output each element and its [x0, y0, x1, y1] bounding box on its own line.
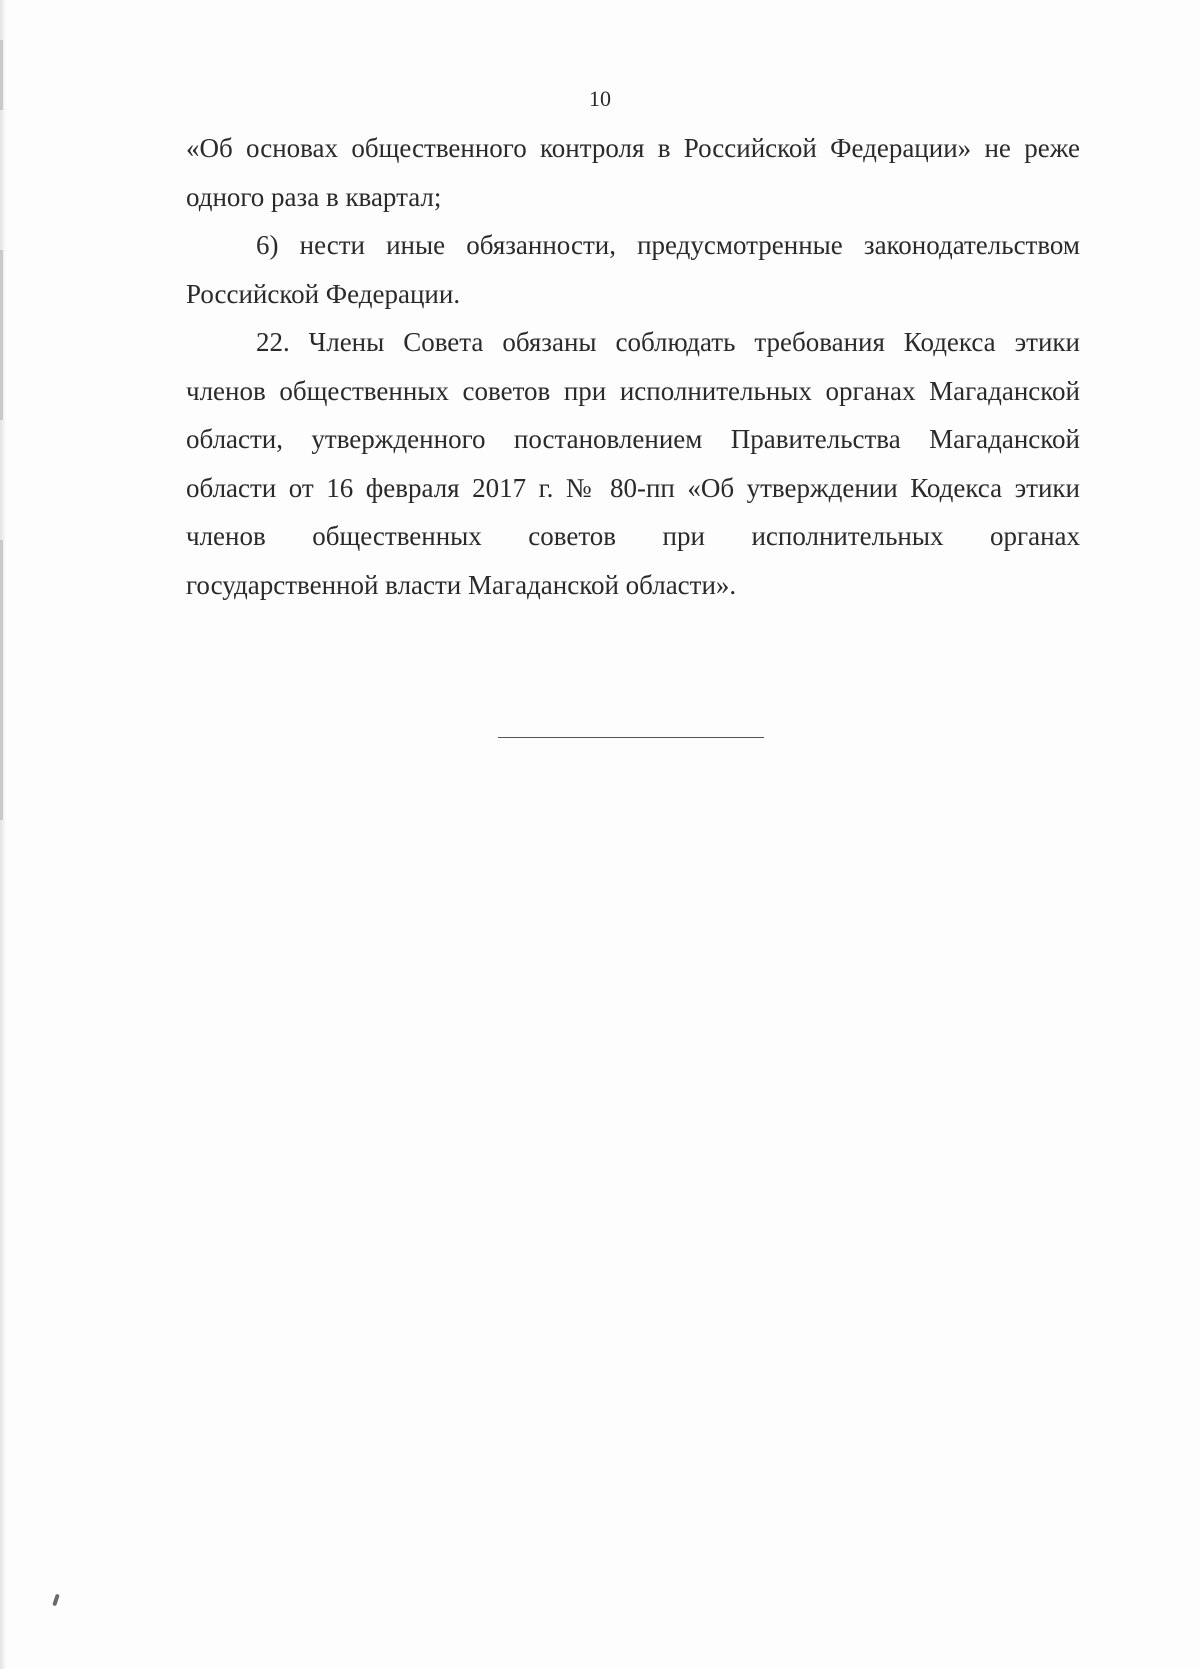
- paragraph-item-6: 6) нести иные обязанности, предусмотренные законодательством Российской Федерации.: [186, 230, 1080, 309]
- end-separator-line: [498, 737, 764, 738]
- scan-edge-mark: [0, 540, 3, 820]
- paragraph-continuation: «Об основах общественного контроля в Российской Федерации» не реже одного раза в квартал;: [186, 133, 1080, 212]
- scan-edge-mark: [0, 250, 3, 420]
- scan-artifact: [52, 1594, 60, 1607]
- paragraph-clause-22: 22. Члены Совета обязаны соблюдать требования Кодекса этики членов общественных советов при исполнительных органах Магаданской области, утвержденного постановлением Правительства Магаданской области от 16 февраля 2017 г. № 80-пп «Об утверждении Кодекса этики членов общественных советов при исполнительных органах государственной власти Магаданской области».: [186, 327, 1080, 600]
- page-number: 10: [589, 86, 611, 111]
- document-body: [186, 124, 1080, 609]
